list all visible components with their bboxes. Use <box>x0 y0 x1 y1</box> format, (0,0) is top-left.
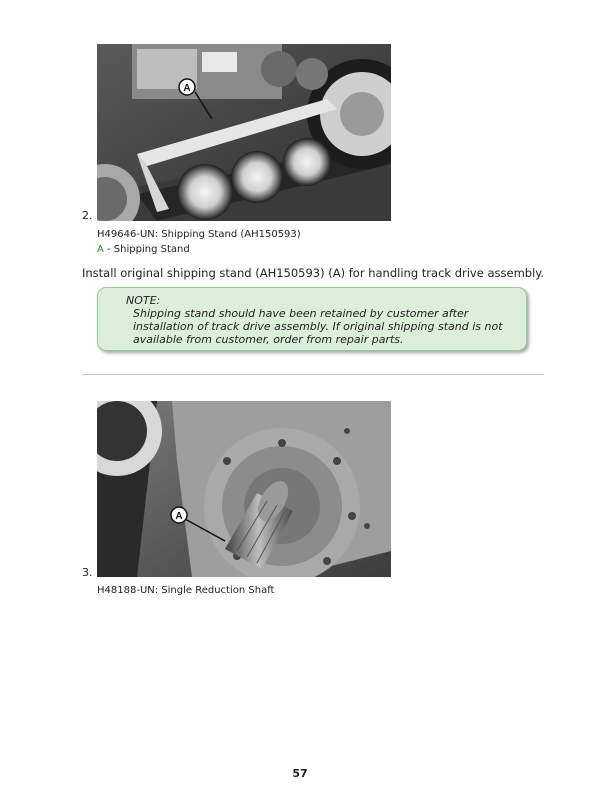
reduction-shaft-photo <box>97 401 391 577</box>
step-number: 2. <box>82 209 93 222</box>
callout-a: A <box>175 511 183 522</box>
figure-legend <box>97 244 190 255</box>
step-number: 3. <box>82 566 93 579</box>
callout-a: A <box>183 83 191 94</box>
instruction-text: Install original shipping stand (AH150593) (A) for handling track drive assembly. <box>82 266 545 280</box>
legend-key: A <box>97 244 104 255</box>
figure-caption: H49646-UN: Shipping Stand (AH150593) <box>97 229 301 240</box>
legend-text: - Shipping Stand <box>103 244 190 255</box>
note-title: NOTE: <box>126 294 161 307</box>
page-number: 57 <box>292 767 308 780</box>
figure-caption: H48188-UN: Single Reduction Shaft <box>97 585 275 596</box>
section-divider <box>82 374 544 375</box>
shipping-stand-photo <box>97 44 391 221</box>
note-text: Shipping stand should have been retained by customer after installation of track drive assembly. If original shipping stand is not available from customer, order from repair parts. <box>133 307 503 346</box>
note-box <box>97 287 527 351</box>
